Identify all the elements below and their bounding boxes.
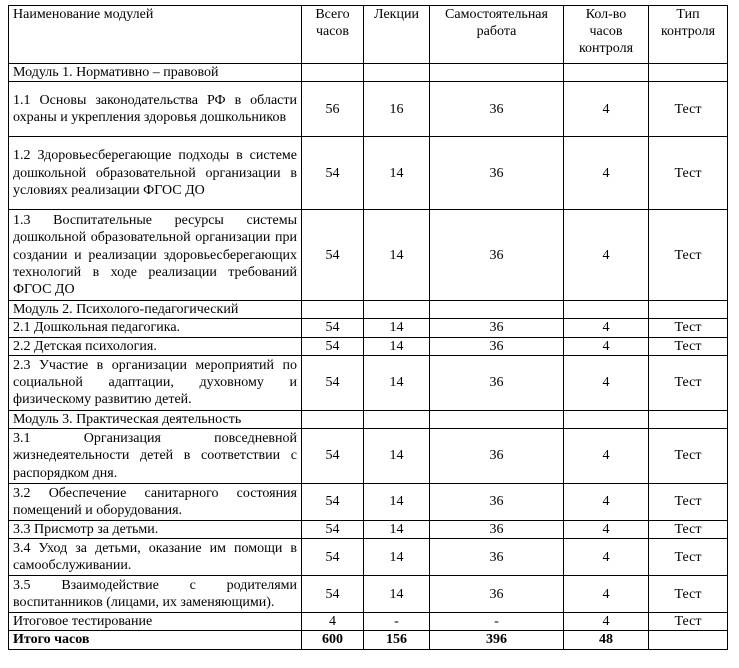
- row-control: 4: [564, 319, 649, 337]
- row-name: 2.3 Участие в организации мероприятий по социальной адаптации, духовному и физическому развитию детей.: [9, 355, 302, 410]
- table-row: [9, 210, 728, 301]
- totals-hours: 600: [302, 631, 364, 649]
- row-name: 1.2 Здоровьесберегающие подходы в системе дошкольной образовательной организации в условиях реализации ФГОС ДО: [9, 137, 302, 210]
- row-lectures: 14: [364, 484, 430, 521]
- totals-type: [649, 631, 728, 649]
- row-total: 54: [302, 137, 364, 210]
- row-self: 36: [430, 539, 564, 576]
- final-test-row: [9, 613, 728, 631]
- totals-control: 48: [564, 631, 649, 649]
- header-row: [9, 6, 728, 64]
- header-lectures: Лекции: [364, 6, 430, 64]
- final-test-lectures: -: [364, 613, 430, 631]
- row-total: 54: [302, 337, 364, 355]
- row-type: Тест: [649, 484, 728, 521]
- row-type: Тест: [649, 355, 728, 410]
- row-total: 54: [302, 484, 364, 521]
- table-row: [9, 355, 728, 410]
- table-row: [9, 319, 728, 337]
- header-name: Наименование модулей: [9, 6, 302, 64]
- row-type: Тест: [649, 210, 728, 301]
- table-row: [9, 484, 728, 521]
- row-type: Тест: [649, 82, 728, 137]
- header-control-hours: Кол-во часов контроля: [564, 6, 649, 64]
- table-row: [9, 521, 728, 539]
- table-row: [9, 576, 728, 613]
- row-type: Тест: [649, 429, 728, 484]
- row-control: 4: [564, 137, 649, 210]
- row-type: Тест: [649, 539, 728, 576]
- final-test-total: 4: [302, 613, 364, 631]
- final-test-type: Тест: [649, 613, 728, 631]
- module-title: Модуль 1. Нормативно – правовой: [9, 64, 302, 82]
- row-name: 1.1 Основы законодательства РФ в области охраны и укрепления здоровья дошкольников: [9, 82, 302, 137]
- row-lectures: 14: [364, 355, 430, 410]
- module-row: [9, 301, 728, 319]
- row-control: 4: [564, 484, 649, 521]
- row-lectures: 14: [364, 521, 430, 539]
- row-name: 3.1 Организация повседневной жизнедеятельности детей в соответствии с распорядком дня.: [9, 429, 302, 484]
- row-type: Тест: [649, 576, 728, 613]
- row-lectures: 14: [364, 210, 430, 301]
- final-test-name: Итоговое тестирование: [9, 613, 302, 631]
- totals-row: [9, 631, 728, 649]
- row-lectures: 14: [364, 337, 430, 355]
- row-control: 4: [564, 337, 649, 355]
- row-control: 4: [564, 521, 649, 539]
- row-self: 36: [430, 429, 564, 484]
- final-test-control: 4: [564, 613, 649, 631]
- row-self: 36: [430, 355, 564, 410]
- row-name: 3.5 Взаимодействие с родителями воспитанников (лицами, их заменяющими).: [9, 576, 302, 613]
- row-type: Тест: [649, 521, 728, 539]
- row-self: 36: [430, 484, 564, 521]
- row-control: 4: [564, 539, 649, 576]
- table-row: [9, 429, 728, 484]
- row-total: 54: [302, 576, 364, 613]
- row-self: 36: [430, 576, 564, 613]
- row-self: 36: [430, 137, 564, 210]
- header-self-work: Самостоятельная работа: [430, 6, 564, 64]
- row-lectures: 16: [364, 82, 430, 137]
- row-control: 4: [564, 82, 649, 137]
- row-lectures: 14: [364, 539, 430, 576]
- table-row: [9, 82, 728, 137]
- row-control: 4: [564, 355, 649, 410]
- curriculum-table: [8, 5, 728, 650]
- final-test-self: -: [430, 613, 564, 631]
- table-row: [9, 539, 728, 576]
- row-control: 4: [564, 576, 649, 613]
- row-type: Тест: [649, 319, 728, 337]
- module-row: [9, 410, 728, 428]
- row-lectures: 14: [364, 429, 430, 484]
- row-control: 4: [564, 210, 649, 301]
- row-name: 2.2 Детская психология.: [9, 337, 302, 355]
- row-name: 3.3 Присмотр за детьми.: [9, 521, 302, 539]
- totals-label: Итого часов: [9, 631, 302, 649]
- row-control: 4: [564, 429, 649, 484]
- row-lectures: 14: [364, 137, 430, 210]
- row-self: 36: [430, 337, 564, 355]
- row-name: 1.3 Воспитательные ресурсы системы дошкольной образовательной организации при создании и реализации здоровьесберегающих технологий в ходе реализации требований ФГОС ДО: [9, 210, 302, 301]
- row-name: 3.2 Обеспечение санитарного состояния помещений и оборудования.: [9, 484, 302, 521]
- row-total: 54: [302, 521, 364, 539]
- row-lectures: 14: [364, 319, 430, 337]
- table-row: [9, 337, 728, 355]
- module-title: Модуль 3. Практическая деятельность: [9, 410, 302, 428]
- row-total: 54: [302, 355, 364, 410]
- header-control-type: Тип контроля: [649, 6, 728, 64]
- module-title: Модуль 2. Психолого-педагогический: [9, 301, 302, 319]
- row-self: 36: [430, 319, 564, 337]
- row-type: Тест: [649, 137, 728, 210]
- module-row: [9, 64, 728, 82]
- row-type: Тест: [649, 337, 728, 355]
- row-total: 56: [302, 82, 364, 137]
- table-row: [9, 137, 728, 210]
- totals-lectures: 156: [364, 631, 430, 649]
- row-self: 36: [430, 82, 564, 137]
- row-name: 3.4 Уход за детьми, оказание им помощи в самообслуживании.: [9, 539, 302, 576]
- totals-self: 396: [430, 631, 564, 649]
- row-self: 36: [430, 521, 564, 539]
- row-total: 54: [302, 429, 364, 484]
- row-total: 54: [302, 319, 364, 337]
- row-total: 54: [302, 210, 364, 301]
- row-total: 54: [302, 539, 364, 576]
- header-total-hours: Всего часов: [302, 6, 364, 64]
- row-self: 36: [430, 210, 564, 301]
- row-lectures: 14: [364, 576, 430, 613]
- row-name: 2.1 Дошкольная педагогика.: [9, 319, 302, 337]
